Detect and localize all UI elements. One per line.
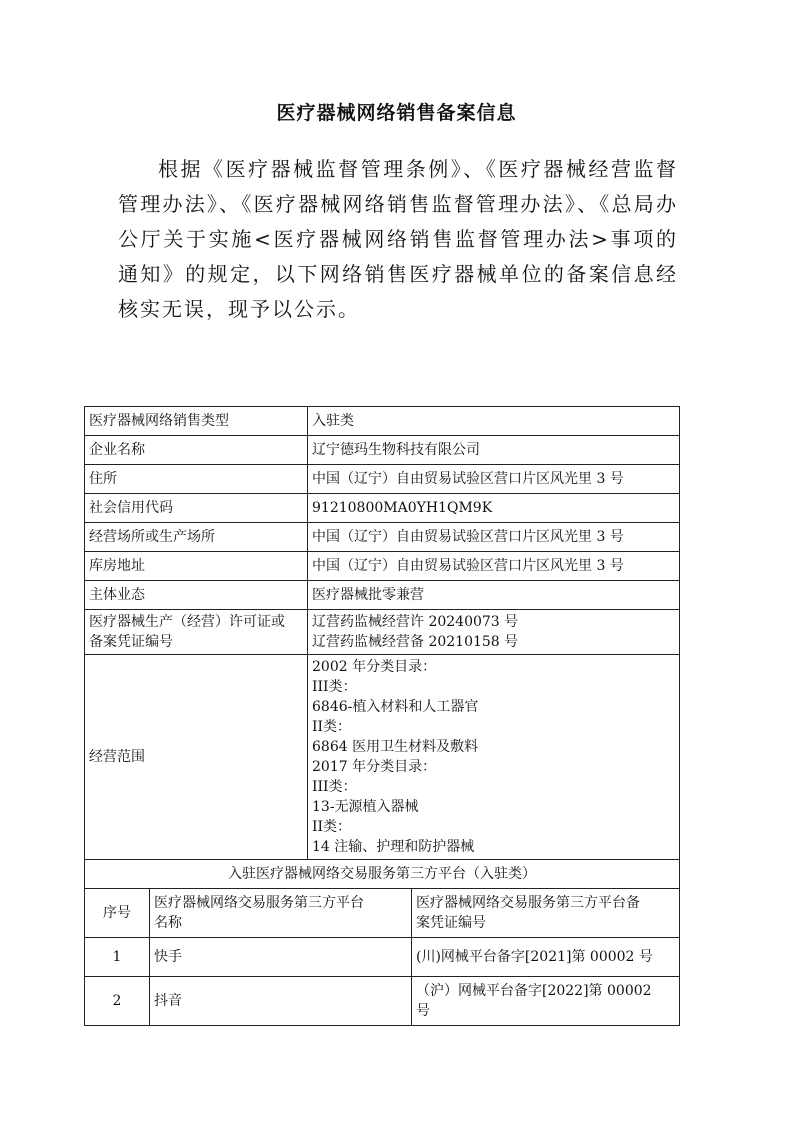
cert-line: （沪）网械平台备字[2022]第 00002 xyxy=(416,983,652,999)
value-line: 辽营药监械经营许 20240073 号 xyxy=(312,614,519,630)
scope-line: 14 注输、护理和防护器械 xyxy=(312,839,475,855)
label-line: 备案凭证编号 xyxy=(89,634,173,650)
value-line: 辽营药监械经营备 20210158 号 xyxy=(312,634,519,650)
row-value: 中国（辽宁）自由贸易试验区营口片区风光里 3 号 xyxy=(308,465,680,494)
row-value: 医疗器械批零兼营 xyxy=(308,581,680,610)
platform-name: 抖音 xyxy=(150,977,412,1026)
platform-no: 1 xyxy=(85,938,150,977)
header-line: 医疗器械网络交易服务第三方平台 xyxy=(154,895,364,911)
row-credit-code xyxy=(85,494,680,523)
scope-line: 6864 医用卫生材料及敷料 xyxy=(312,739,479,755)
platform-name: 快手 xyxy=(150,938,412,977)
row-residence xyxy=(85,465,680,494)
platform-row xyxy=(85,938,680,977)
page-title: 医疗器械网络销售备案信息 xyxy=(276,102,517,124)
row-label: 经营场所或生产场所 xyxy=(85,523,308,552)
filing-info-table xyxy=(84,406,680,1026)
platform-cert xyxy=(412,977,680,1026)
row-sales-type xyxy=(85,407,680,436)
row-company-name xyxy=(85,436,680,465)
row-value: 91210800MA0YH1QM9K xyxy=(308,494,680,523)
row-label: 经营范围 xyxy=(85,655,308,860)
cert-line: (川)网械平台备字[2021]第 00002 号 xyxy=(416,949,653,965)
cert-line: 号 xyxy=(416,1003,430,1019)
scope-line: 13-无源植入器械 xyxy=(312,799,419,815)
row-value: 辽宁德玛生物科技有限公司 xyxy=(308,436,680,465)
row-value xyxy=(308,610,680,655)
row-license-number xyxy=(85,610,680,655)
row-label: 住所 xyxy=(85,465,308,494)
scope-line: II类： xyxy=(312,719,352,735)
scope-line: 2002 年分类目录： xyxy=(312,659,437,675)
row-label: 企业名称 xyxy=(85,436,308,465)
scope-line: 2017 年分类目录： xyxy=(312,759,437,775)
platform-no: 2 xyxy=(85,977,150,1026)
row-label xyxy=(85,610,308,655)
row-business-scope xyxy=(85,655,680,860)
label-line: 医疗器械生产（经营）许可证或 xyxy=(89,614,285,630)
header-line: 名称 xyxy=(154,915,182,931)
row-business-premises xyxy=(85,523,680,552)
row-business-format xyxy=(85,581,680,610)
header-platform-name xyxy=(150,889,412,938)
header-line: 医疗器械网络交易服务第三方平台备 xyxy=(416,895,640,911)
scope-line: III类： xyxy=(312,679,357,695)
row-label: 医疗器械网络销售类型 xyxy=(85,407,308,436)
row-label: 主体业态 xyxy=(85,581,308,610)
platform-header-row xyxy=(85,889,680,938)
header-no: 序号 xyxy=(85,889,150,938)
platform-cert xyxy=(412,938,680,977)
row-value: 中国（辽宁）自由贸易试验区营口片区风光里 3 号 xyxy=(308,552,680,581)
row-value xyxy=(308,655,680,860)
row-warehouse-address xyxy=(85,552,680,581)
scope-line: II类： xyxy=(312,819,352,835)
row-value: 中国（辽宁）自由贸易试验区营口片区风光里 3 号 xyxy=(308,523,680,552)
scope-line: III类： xyxy=(312,779,357,795)
header-line: 案凭证编号 xyxy=(416,915,486,931)
intro-paragraph: 根据《医疗器械监督管理条例》、《医疗器械经营监督管理办法》、《医疗器械网络销售监督管理办法》、《总局办公厅关于实施<医疗器械网络销售监督管理办法>事项的通知》的规定，以下网络销售医疗器械单位的备案信息经核实无误，现予以公示。 xyxy=(118,157,678,321)
scope-line: 6846-植入材料和人工器官 xyxy=(312,699,479,715)
platform-section-title: 入驻医疗器械网络交易服务第三方平台（入驻类） xyxy=(85,860,680,889)
platform-row xyxy=(85,977,680,1026)
row-label: 社会信用代码 xyxy=(85,494,308,523)
header-platform-cert xyxy=(412,889,680,938)
row-value: 入驻类 xyxy=(308,407,680,436)
row-label: 库房地址 xyxy=(85,552,308,581)
platform-section-row xyxy=(85,860,680,889)
